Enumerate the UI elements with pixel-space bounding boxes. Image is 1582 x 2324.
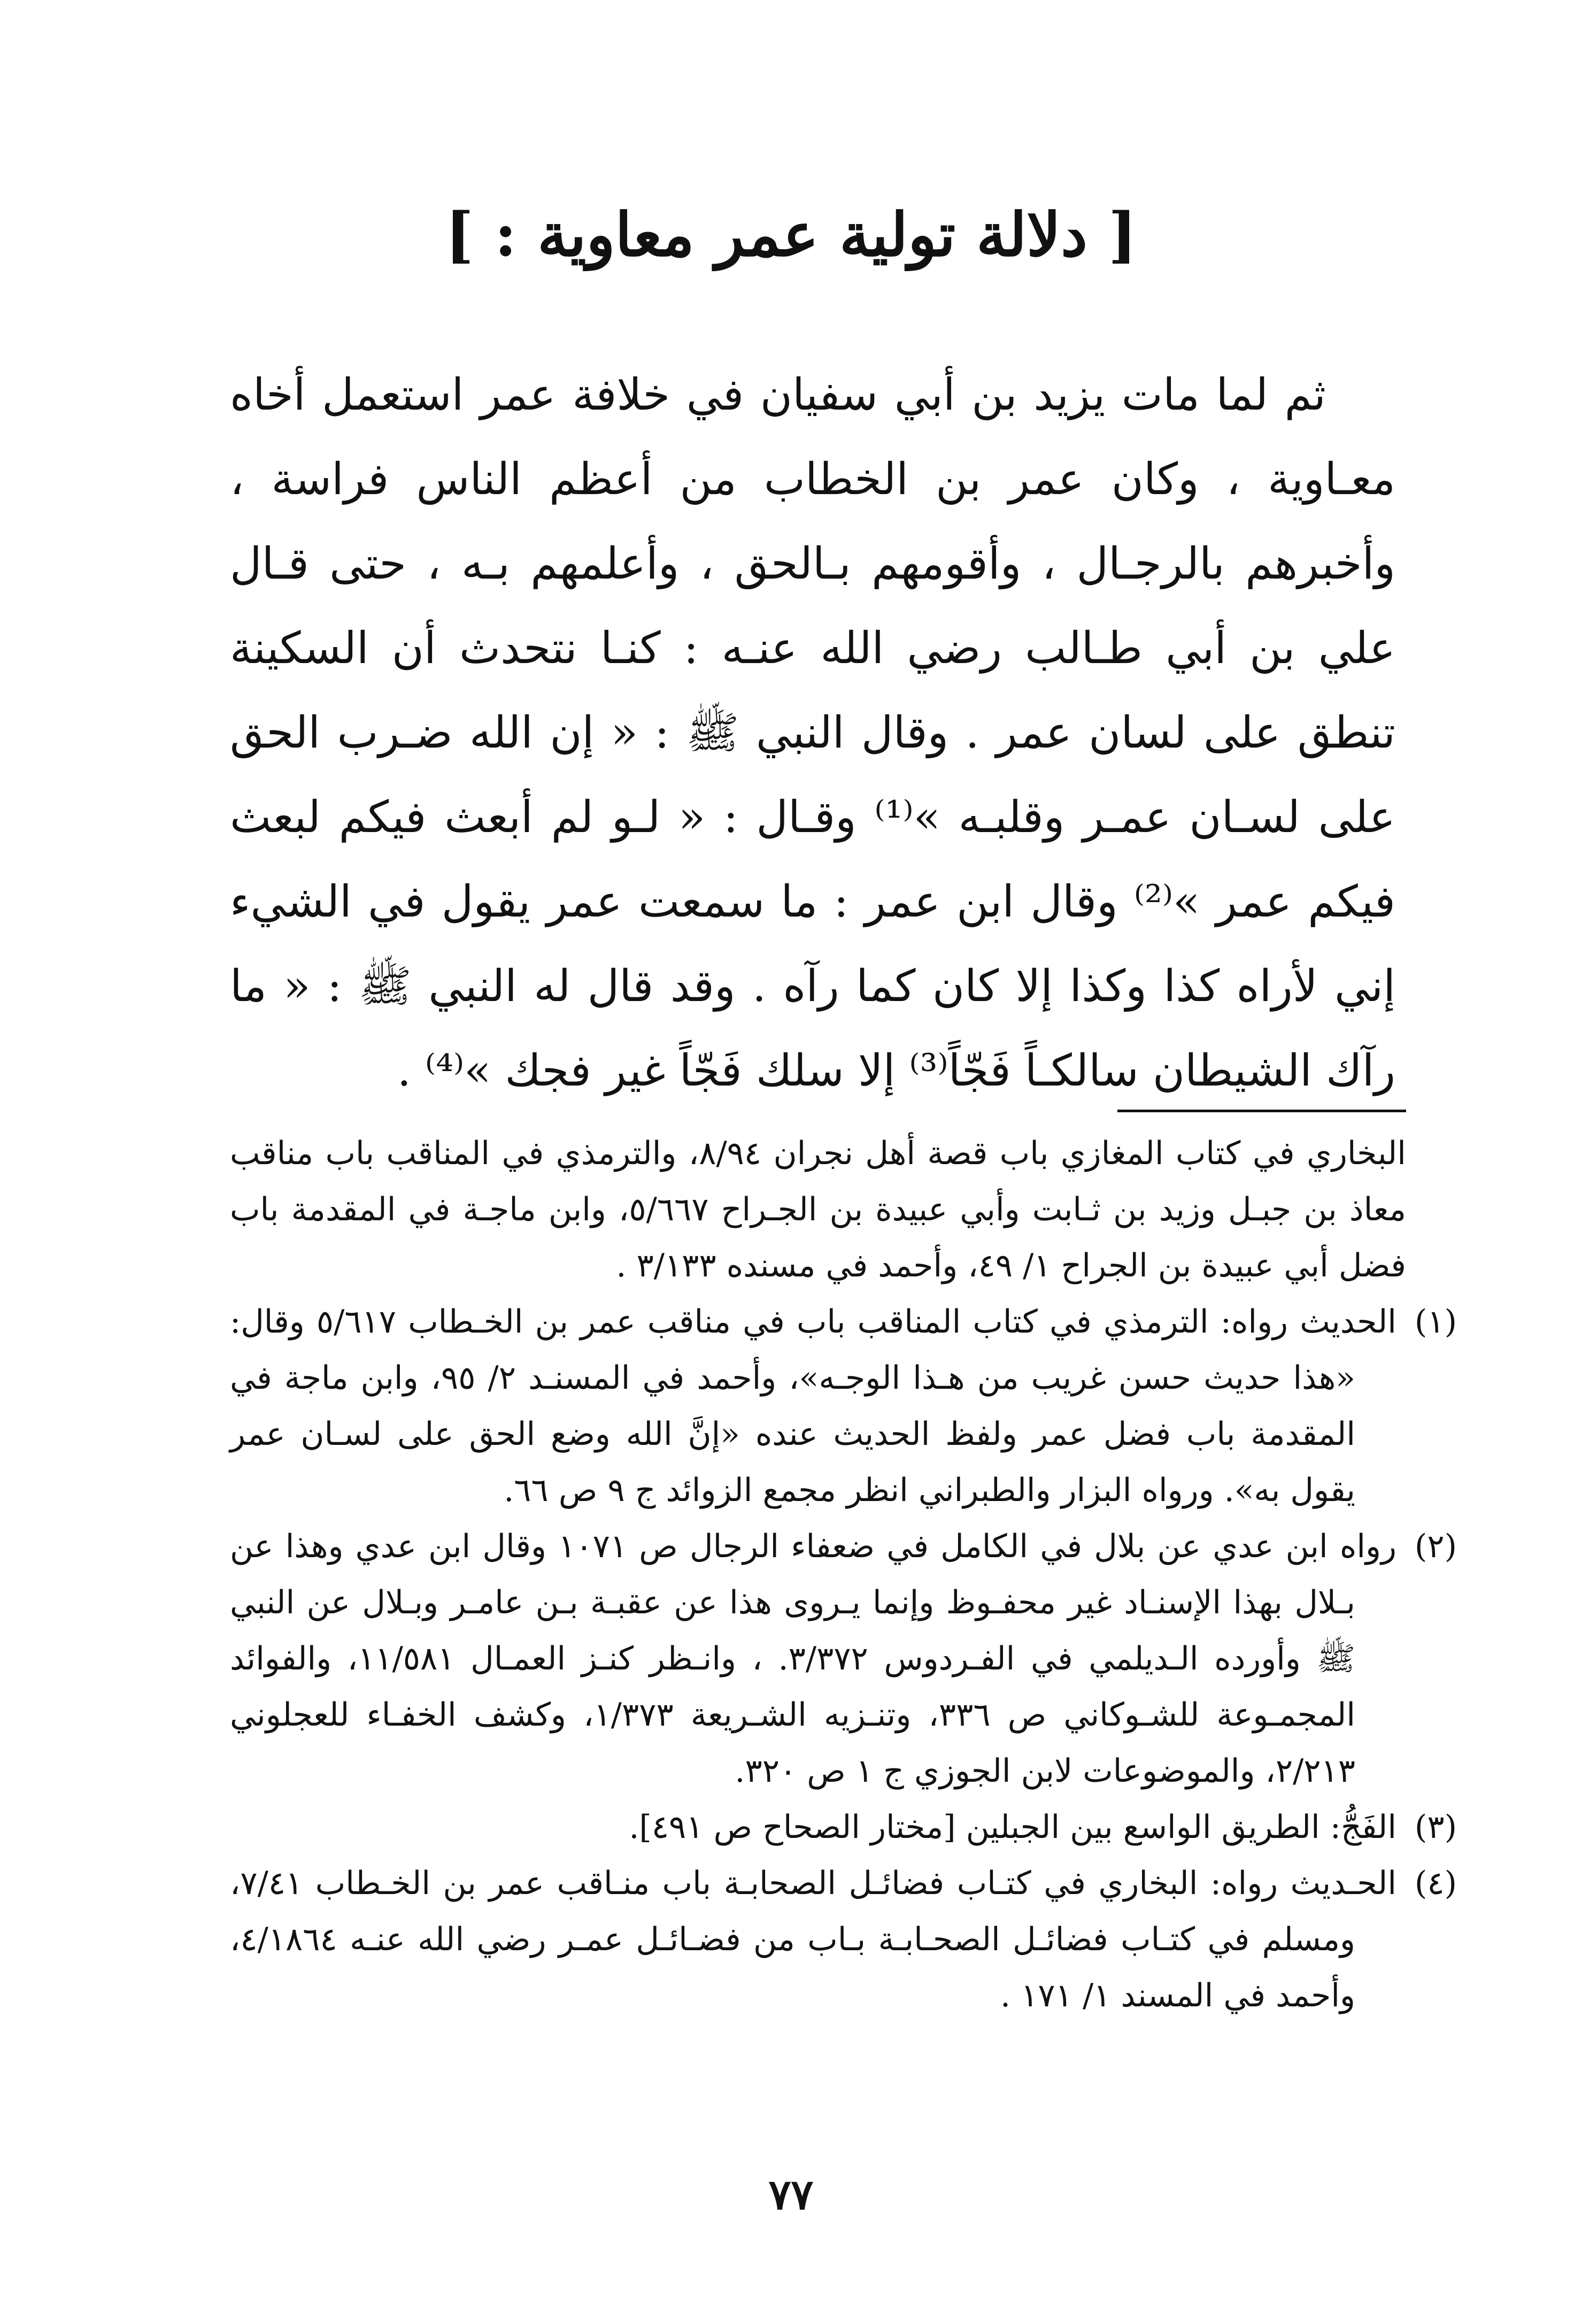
footnote-text: رواه ابن عدي عن بلال في الكامل في ضعفاء الرجال ص ١٠٧١ وقال ابن عدي وهذا عن بـلال بهذا الإسنـاد غير محفـوظ وإنما يـروى هذا عن عقبـة بـن عامـر وبـلال عن النبي ﷺ وأورده الـديلمي في الفـردوس ٣/٣٧٢. ، وانـظر كنـز العمـال ١١/٥٨١، والفوائد المجمـوعة للشـوكاني ص ٣٣٦، وتنـزيه الشـريعة ١/٣٧٣، وكشف الخفـاء للعجلوني ٢/٢١٣، والموضوعات لابن الجوزي ج ١ ص ٣٢٠. — [230, 1528, 1396, 1790]
footnotes — [230, 1126, 1457, 2024]
footnote-1: (١)الحديث رواه: الترمذي في كتاب المناقب باب في مناقب عمر بن الخـطاب ٥/٦١٧ وقال: «هذا حديث حسن غريب من هـذا الوجـه»، وأحمد في المسنـد ٢/ ٩٥، وابن ماجة في المقدمة باب فضل عمر ولفظ الحديث عنده «إنَّ الله وضع الحق على لسـان عمر يقول به». ورواه البزار والطبراني انظر مجمع الزوائد ج ٩ ص ٦٦. — [230, 1303, 1457, 1509]
footnote-separator — [1117, 1110, 1406, 1112]
main-paragraph: ثم لما مات يزيد بن أبي سفيان في خلافة عمر استعمل أخاه معـاوية ، وكان عمر بن الخطاب من أعظم الناس فراسة ، وأخبرهم بالرجـال ، وأقومهم بـالحق ، وأعلمهم بـه ، حتى قـال علي بن أبي طـالب رضي الله عنـه : كنـا نتحدث أن السكينة تنطق على لسان عمر . وقال النبي ﷺ : « إن الله ضـرب الحق على لسـان عمـر وقلبـه »⁽¹⁾ وقـال : « لـو لم أبعث فيكم لبعث فيكم عمر »⁽²⁾ وقال ابن عمر : ما سمعت عمر يقول في الشيء إني لأراه كذا وكذا إلا كان كما رآه . وقد قال له النبي ﷺ : « ما رآك الشيطان سالكـاً فَجّاً⁽³⁾ إلا سلك فَجّاً غير فجك »⁽⁴⁾ . — [230, 370, 1395, 1096]
footnote-3: (٣)الفَجُّ: الطريق الواسع بين الجبلين [مختار الصحاح ص ٤٩١]. — [629, 1809, 1457, 1846]
footnote-continuation: البخاري في كتاب المغازي باب قصة أهل نجران ٨/٩٤، والترمذي في المناقب باب مناقب معاذ بن جبـل وزيد بن ثـابت وأبي عبيدة بن الجـراح ٥/٦٦٧، وابن ماجـة في المقدمة باب فضل أبي عبيدة بن الجراح ١/ ٤٩، وأحمد في مسنده ٣/١٣٣ . — [230, 1135, 1406, 1284]
page-number: ٧٧ — [768, 2171, 814, 2219]
main-text — [230, 353, 1395, 1113]
footnote-2: (٢)رواه ابن عدي عن بلال في الكامل في ضعفاء الرجال ص ١٠٧١ وقال ابن عدي وهذا عن بـلال بهذا الإسنـاد غير محفـوظ وإنما يـروى هذا عن عقبـة بـن عامـر وبـلال عن النبي ﷺ وأورده الـديلمي في الفـردوس ٣/٣٧٢. ، وانـظر كنـز العمـال ١١/٥٨١، والفوائد المجمـوعة للشـوكاني ص ٣٣٦، وتنـزيه الشـريعة ١/٣٧٣، وكشف الخفـاء للعجلوني ٢/٢١٣، والموضوعات لابن الجوزي ج ١ ص ٣٢٠. — [230, 1528, 1457, 1790]
footnote-text: الحـديث رواه: البخاري في كتـاب فضائـل الصحابـة باب منـاقب عمر بن الخـطاب ٧/٤١، ومسلم في كتـاب فضائـل الصحـابـة بـاب من فضـائـل عمـر رضي الله عنـه ٤/١٨٦٤، وأحمد في المسند ١/ ١٧١ . — [230, 1865, 1396, 2014]
section-heading: [ دلالة تولية عمر معاوية : ] — [445, 200, 1137, 270]
footnote-text: الحديث رواه: الترمذي في كتاب المناقب باب في مناقب عمر بن الخـطاب ٥/٦١٧ وقال: «هذا حديث حسن غريب من هـذا الوجـه»، وأحمد في المسنـد ٢/ ٩٥، وابن ماجة في المقدمة باب فضل عمر ولفظ الحديث عنده «إنَّ الله وضع الحق على لسـان عمر يقول به». ورواه البزار والطبراني انظر مجمع الزوائد ج ٩ ص ٦٦. — [230, 1303, 1396, 1509]
footnote-text: الفَجُّ: الطريق الواسع بين الجبلين [مختار الصحاح ص ٤٩١]. — [629, 1809, 1396, 1846]
footnote-4: (٤)الحـديث رواه: البخاري في كتـاب فضائـل الصحابـة باب منـاقب عمر بن الخـطاب ٧/٤١، ومسلم في كتـاب فضائـل الصحـابـة بـاب من فضـائـل عمـر رضي الله عنـه ٤/١٨٦٤، وأحمد في المسند ١/ ١٧١ . — [230, 1865, 1457, 2014]
